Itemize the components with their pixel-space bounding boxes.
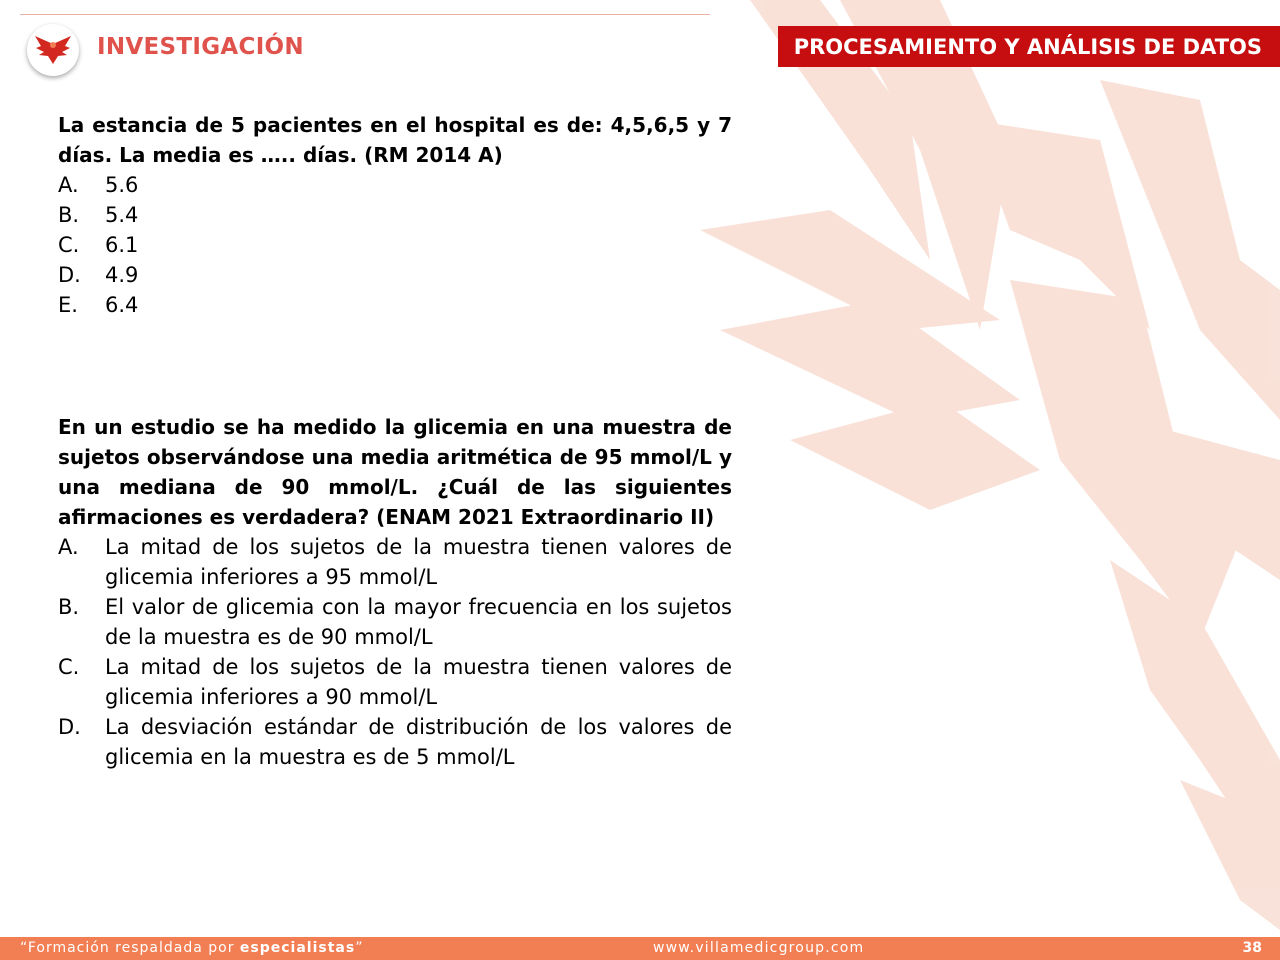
option-letter: C. — [58, 655, 80, 679]
answer-option-d — [58, 712, 732, 772]
header-rule — [20, 14, 710, 15]
answer-option-b — [58, 592, 732, 652]
option-text: La desviación estándar de distribución de los valores de glicemia en la muestra es de 5 mmol/L — [105, 715, 732, 769]
answer-options — [58, 170, 732, 320]
option-text: La mitad de los sujetos de la muestra tienen valores de glicemia inferiores a 95 mmol/L — [105, 535, 732, 589]
slogan-prefix: “Formación respaldada por — [20, 940, 240, 956]
option-text: 6.1 — [105, 233, 139, 257]
topic-banner — [778, 26, 1280, 67]
option-text: 5.4 — [105, 203, 139, 227]
answer-option-d — [58, 260, 732, 290]
question-block-2 — [58, 412, 732, 772]
option-letter: E. — [58, 293, 78, 317]
phoenix-watermark-icon — [680, 0, 1280, 940]
topic-banner-label: PROCESAMIENTO Y ANÁLISIS DE DATOS — [793, 34, 1262, 59]
footer-website-link[interactable]: www.villamedicgroup.com — [653, 940, 865, 956]
option-text: 6.4 — [105, 293, 139, 317]
option-letter: B. — [58, 595, 80, 619]
option-letter: D. — [58, 263, 81, 287]
option-letter: A. — [58, 173, 79, 197]
option-letter: A. — [58, 535, 79, 559]
option-text: El valor de glicemia con la mayor frecuencia en los sujetos de la muestra es de 90 mmol/L — [105, 595, 732, 649]
option-letter: B. — [58, 203, 80, 227]
question-block-1 — [58, 110, 732, 320]
answer-option-c — [58, 652, 732, 712]
option-letter: C. — [58, 233, 80, 257]
slogan-emphasis: especialistas — [239, 940, 356, 956]
answer-option-c — [58, 230, 732, 260]
answer-option-e — [58, 290, 732, 320]
answer-options — [58, 532, 732, 772]
option-text: 5.6 — [105, 173, 139, 197]
option-text: 4.9 — [105, 263, 139, 287]
phoenix-logo-icon — [27, 24, 79, 76]
answer-option-a — [58, 170, 732, 200]
option-text: La mitad de los sujetos de la muestra tienen valores de glicemia inferiores a 90 mmol/L — [105, 655, 732, 709]
footer-slogan — [20, 940, 363, 956]
footer-bar — [0, 937, 1280, 960]
answer-option-a — [58, 532, 732, 592]
answer-option-b — [58, 200, 732, 230]
question-text: En un estudio se ha medido la glicemia en una muestra de sujetos observándose una media aritmética de 95 mmol/L y una mediana de 90 mmol/L. ¿Cuál de las siguientes afirmaciones es verdadera? (ENAM 2021 Extraordinario II) — [58, 415, 732, 529]
slogan-suffix: ” — [355, 940, 364, 956]
section-title: INVESTIGACIÓN — [97, 34, 304, 60]
page-number: 38 — [1242, 940, 1262, 956]
question-text: La estancia de 5 pacientes en el hospital es de: 4,5,6,5 y 7 días. La media es ….. días. (RM 2014 A) — [58, 113, 732, 167]
option-letter: D. — [58, 715, 81, 739]
